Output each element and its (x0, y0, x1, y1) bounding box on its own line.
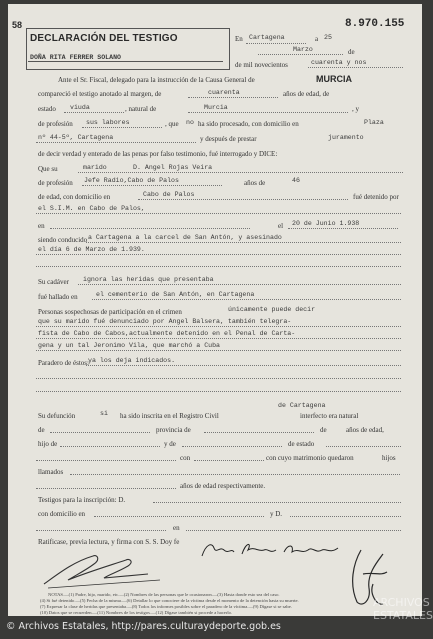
region: MURCIA (316, 74, 352, 84)
copyright-link[interactable]: © Archivos Estatales, http://pares.culturaydeporte.gob.es (6, 621, 281, 632)
note-line-1: NOTAS.—(1) Padre, hijo, marido, etc.—(2) Nombres de las personas que le ocasionaron.—(3) Hasta donde esto sea del caso. (48, 592, 280, 597)
note-line-4: (10) Datos que se recuerden.—(11) Nombres de los testigos.—(12) Dígase también si procede a hacerlo. (40, 610, 233, 615)
header-day: 25 (324, 34, 332, 41)
form-number: 58 (12, 20, 23, 30)
note-line-3: (7) Expresar la clase de heridas que presentaba.—(8) Todos los informes posibles sobre el paradero de la víctima.—(9) Dígase si se sabe. (40, 604, 292, 609)
fiscal-signature (38, 544, 168, 594)
archive-watermark: ARCHIVOS ESTATALES (373, 596, 433, 622)
footer-bar (0, 616, 428, 639)
witness-name: DOÑA RITA FERRER SOLANO (30, 54, 122, 61)
document-number: 8.970.155 (345, 18, 405, 30)
note-line-2: (4) Si fué detenido.—(5) Fecha de la misma.—(6) Detallar lo que conociere de la víctima desde el momento de la detención hasta su muerte. (40, 598, 299, 603)
header-year: cuarenta y nos (311, 59, 367, 66)
document-page: 58 DECLARACIÓN DEL TESTIGO DOÑA RITA FERRER SOLANO 8.970.155 En Cartagena a 25 Marzo de de mil novecientos cuarenta y nos Ante el Sr. Fiscal, delegado para la instrucción de la Causa General de MURCIA compareció el testigo anotado al margen, de cuarenta años de edad, de estado viuda , natural de Murcia , y de profesión sus labores , que no ha sido procesado, con domicilio en Plaza nº 44-5º, Cartagena y después de prestar juramento de decir verdad y enterado de las penas por falso testimonio, fué interrogado y DICE: Que su marido D. Angel Rojas Veira de profesión Jefe Radio,Cabo de Palos años de 46 de edad, con domicilio en Cabo de Palos fué detenido por el S.I.M. en Cabo de Palos, en el 20 de Junio 1.938 siendo conducido a Cartagena a la carcel de San Antón, y asesinado el día 6 de Marzo de 1.939. Su cadáver ignora las heridas que presentaba fué hallado en el cementerio de San Antón, en Cartagena Personas sospechosas de participación en el crimen únicamente puede decir que su marido fué denunciado por Angel Balsera, también telegra- fista de Cabo de Cabos,actualmente detenido en el Penal de Carta- gena y un tal Jeronimo Vila, que marchó a Cuba Paradero de éstos: ya los deja indicados. de Cartagena Su defunción si ha sido inscrita en el Registro Civil interfecto era natural de provincia de de años de edad, hijo de y de de estado con con cuyo matrimonio quedaron hijos llamados años de edad respectivamente. Testigos para la inscripción: D. con domicilio en y D. en Ratificase, previa lectura, y firma con S. S. Doy fe NOTAS.—(1) Padre, hijo, marido, etc.—(2) Nombres de las personas que le ocasionaron.—(3) Hasta donde esto sea del caso. (4) Si fué detenido.—(5) Fecha de la misma.—(6) Detallar lo que conociere de la víctima desde el momento de la detención hasta su muerte. (7) Expresar la clase de heridas que presentaba.—(8) Todos los informes posibles sobre el paradero de la víctima.—(9) Dígase si se sabe. (10) Datos que se recuerden.—(11) Nombres de los testigos.—(12) Dígase también si procede a hacerlo. ARCHIVOS ESTATALES (8, 4, 422, 616)
document-title: DECLARACIÓN DEL TESTIGO (30, 33, 178, 44)
witness-signature (198, 538, 348, 562)
header-box (26, 28, 230, 70)
header-place: Cartagena (249, 34, 285, 41)
header-month: Marzo (293, 46, 313, 53)
